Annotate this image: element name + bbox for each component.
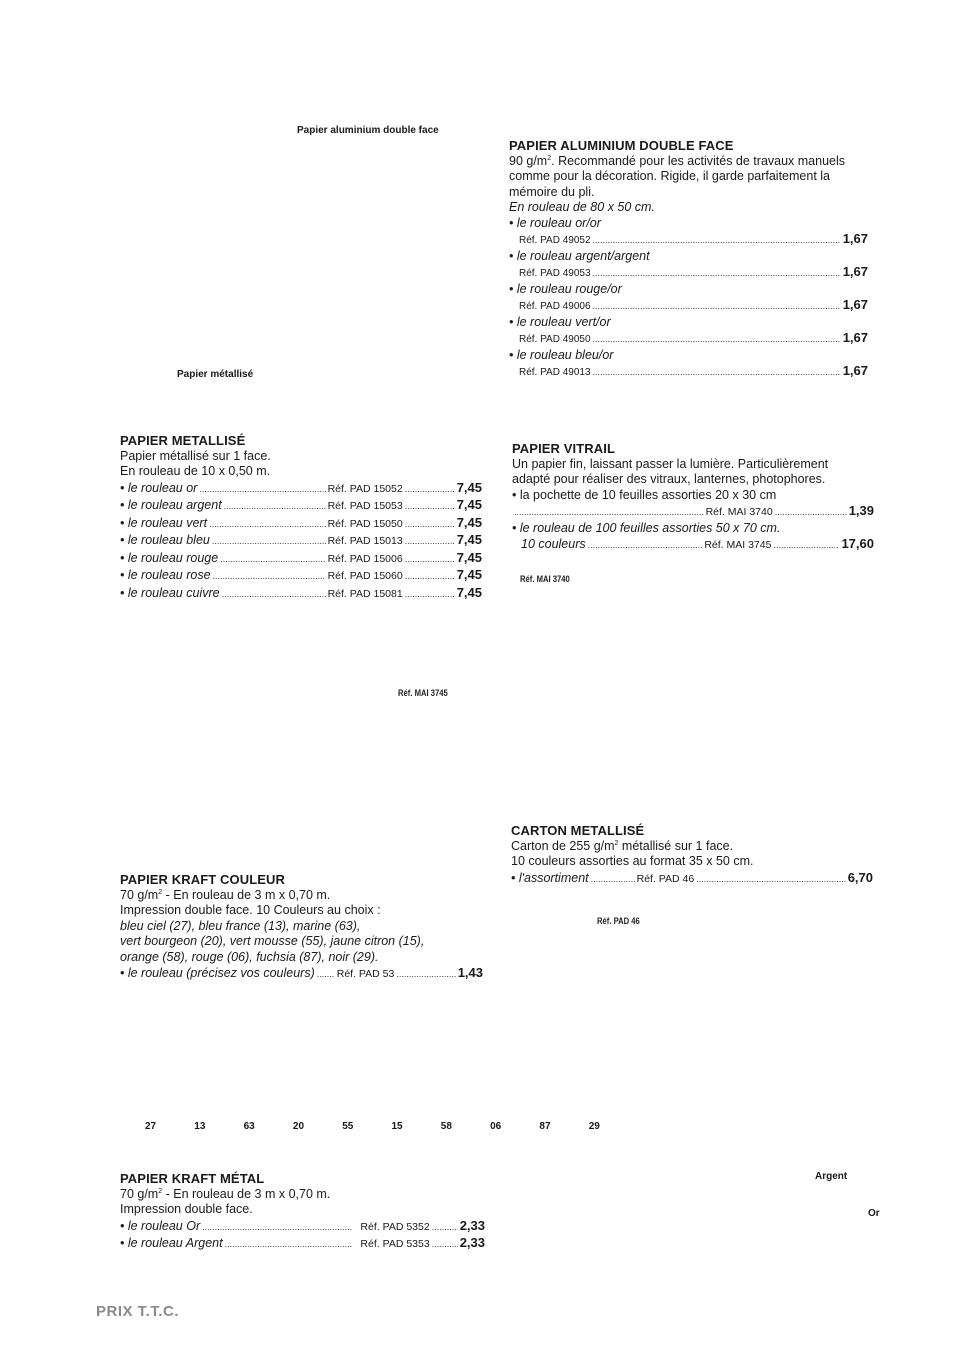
leader-dots <box>588 538 703 554</box>
section-papier-aluminium <box>509 138 871 381</box>
section-title: PAPIER METALLISÉ <box>120 433 246 448</box>
price-row <box>509 264 871 282</box>
leader-dots <box>224 499 326 515</box>
description: En rouleau de 10 x 0,50 m. <box>120 464 271 478</box>
footer-prix-ttc: PRIX T.T.C. <box>96 1303 180 1320</box>
caption-argent: Argent <box>815 1171 848 1182</box>
swatch-number: 55 <box>342 1121 354 1132</box>
price-row <box>509 363 871 381</box>
list-item: • le rouleau bleu/or <box>509 347 614 362</box>
list-item-label: • l'assortiment <box>511 870 589 885</box>
product-price: 7,45 <box>456 514 482 530</box>
list-item-label: • le rouleau or <box>120 480 198 495</box>
section-title: CARTON METALLISÉ <box>511 823 645 838</box>
description: Impression double face. 10 Couleurs au choix : <box>120 903 381 917</box>
leader-dots <box>773 538 839 554</box>
swatch-number: 58 <box>440 1121 452 1132</box>
product-ref: Réf. PAD 49006 <box>519 301 591 312</box>
leader-dots <box>593 365 841 381</box>
leader-dots <box>405 534 455 550</box>
price-row <box>512 503 874 521</box>
price-row <box>120 567 482 585</box>
section-carton-metallise <box>511 823 873 887</box>
product-price: 1,67 <box>842 297 868 312</box>
leader-dots <box>222 587 326 603</box>
color-list: vert bourgeon (20), vert mousse (55), jaune citron (15), <box>120 934 425 948</box>
product-price: 2,33 <box>459 1235 485 1250</box>
list-item-label: • le rouleau (précisez vos couleurs) <box>120 966 315 980</box>
price-row <box>509 330 871 348</box>
product-ref: Réf. PAD 49052 <box>519 235 591 246</box>
price-row <box>120 532 482 550</box>
price-row <box>120 480 482 498</box>
list-item-label: • le rouleau bleu <box>120 533 210 547</box>
leader-dots <box>225 1237 353 1253</box>
leader-dots <box>405 499 455 515</box>
list-item-label: • le rouleau vert <box>120 515 208 530</box>
leader-dots <box>696 872 845 888</box>
caption-ref-pad-46: Réf. PAD 46 <box>597 916 640 926</box>
swatch-number: 29 <box>588 1121 600 1132</box>
swatch-number: 20 <box>292 1121 305 1132</box>
price-row <box>511 870 873 888</box>
price-row <box>120 585 482 603</box>
price-row <box>120 965 483 983</box>
product-price: 7,45 <box>456 549 482 565</box>
product-ref: Réf. PAD 15081 <box>327 587 403 600</box>
section-papier-kraft-metal <box>120 1171 485 1253</box>
leader-dots <box>775 505 847 521</box>
product-price: 1,39 <box>848 503 874 518</box>
description: En rouleau de 80 x 50 cm. <box>509 200 655 214</box>
color-list: bleu ciel (27), bleu france (13), marine (63), <box>120 918 361 933</box>
section-title: PAPIER KRAFT COULEUR <box>120 872 285 887</box>
description: mémoire du pli. <box>509 184 595 199</box>
product-ref: Réf. MAI 3745 <box>704 539 772 551</box>
section-title: PAPIER VITRAIL <box>512 441 616 456</box>
caption-papier-metallise: Papier métallisé <box>177 369 254 380</box>
leader-dots <box>213 569 326 585</box>
swatch-number: 63 <box>243 1121 255 1132</box>
price-row <box>512 536 874 554</box>
price-row <box>120 515 482 533</box>
leader-dots <box>405 587 455 603</box>
swatch-number: 06 <box>490 1121 502 1132</box>
caption-ref-mai-3740: Réf. MAI 3740 <box>520 574 570 584</box>
product-ref: Réf. PAD 5353 <box>360 1238 430 1250</box>
list-item-label: • le rouleau rose <box>120 568 211 582</box>
caption-ref-mai-3745: Réf. MAI 3745 <box>398 688 448 698</box>
product-ref: Réf. PAD 15052 <box>327 482 403 495</box>
leader-dots <box>405 569 455 585</box>
leader-dots <box>317 967 335 983</box>
product-ref: Réf. PAD 15060 <box>327 570 403 582</box>
swatch-number: 27 <box>145 1121 157 1132</box>
leader-dots <box>220 552 325 568</box>
list-item: • le rouleau or/or <box>509 215 601 230</box>
leader-dots <box>405 517 455 533</box>
price-row <box>120 497 482 515</box>
product-ref: Réf. PAD 15050 <box>327 517 403 530</box>
product-ref: Réf. PAD 5352 <box>360 1220 430 1233</box>
price-row <box>509 297 871 315</box>
price-row <box>509 231 871 249</box>
description: adapté pour réaliser des vitraux, lanternes, photophores. <box>512 472 826 486</box>
price-row <box>120 1218 485 1236</box>
list-item: • la pochette de 10 feuilles assorties 20 x 30 cm <box>512 487 777 502</box>
section-papier-vitrail <box>512 441 874 554</box>
price-row <box>120 550 482 568</box>
product-ref: Réf. PAD 15053 <box>327 500 403 512</box>
product-price: 7,45 <box>456 497 482 512</box>
description: 90 $g/m^2$. Recommandé pour les activités de travaux manuels <box>509 153 846 168</box>
list-item: • le rouleau argent/argent <box>509 248 650 263</box>
leader-dots <box>199 482 325 498</box>
price-row <box>120 1235 485 1253</box>
product-price: 7,45 <box>456 479 482 495</box>
product-price: 7,45 <box>456 532 482 547</box>
product-price: 1,67 <box>842 264 868 279</box>
product-ref: Réf. PAD 15006 <box>327 552 403 565</box>
description: Un papier fin, laissant passer la lumière. Particulièrement <box>512 456 829 471</box>
section-title: PAPIER KRAFT MÉTAL <box>120 1171 265 1186</box>
leader-dots <box>593 266 841 282</box>
leader-dots <box>514 505 704 521</box>
product-price: 6,70 <box>847 869 873 885</box>
product-ref: Réf. PAD 49050 <box>519 334 591 345</box>
leader-dots <box>593 233 841 249</box>
product-price: 1,67 <box>842 231 868 246</box>
leader-dots <box>212 534 326 550</box>
list-item-label: • le rouleau Or <box>120 1218 201 1233</box>
list-item: • le rouleau vert/or <box>509 314 611 329</box>
product-ref: Réf. PAD 53 <box>336 968 395 980</box>
leader-dots <box>405 482 455 498</box>
swatch-number: 87 <box>539 1121 551 1132</box>
product-price: 1,43 <box>457 965 483 980</box>
leader-dots <box>396 967 455 983</box>
product-price: 1,67 <box>842 330 868 345</box>
swatch-number: 15 <box>391 1121 403 1132</box>
product-ref: Réf. PAD 46 <box>636 872 695 885</box>
list-item: • le rouleau rouge/or <box>509 281 622 296</box>
list-item: • le rouleau de 100 feuilles assorties 50 x 70 cm. <box>512 520 781 535</box>
description: comme pour la décoration. Rigide, il garde parfaitement la <box>509 169 831 183</box>
swatch-number: 13 <box>194 1121 206 1132</box>
product-price: 7,45 <box>456 584 482 600</box>
list-item-label: • le rouleau rouge <box>120 550 219 565</box>
product-ref: Réf. PAD 49013 <box>519 367 591 378</box>
product-ref: Réf. PAD 49053 <box>519 268 591 279</box>
leader-dots <box>591 872 635 888</box>
caption-or: Or <box>868 1208 880 1219</box>
leader-dots <box>432 1220 458 1236</box>
list-item-label: • le rouleau cuivre <box>120 585 220 600</box>
description: 70 $g/m^2$ - En rouleau de 3 m x 0,70 m. <box>120 887 331 902</box>
description: 70 $g/m^2$ - En rouleau de 3 m x 0,70 m. <box>120 1186 331 1201</box>
description: 10 couleurs assorties au format 35 x 50 cm. <box>511 854 754 868</box>
product-price: 7,45 <box>456 567 482 582</box>
section-papier-kraft-couleur <box>120 872 483 983</box>
description: Papier métallisé sur 1 face. <box>120 448 271 463</box>
leader-dots <box>209 517 326 533</box>
list-item-label: 10 couleurs <box>521 537 586 551</box>
leader-dots <box>593 299 841 315</box>
list-item-label: • le rouleau argent <box>120 498 222 512</box>
leader-dots <box>405 552 455 568</box>
list-item-label: • le rouleau Argent <box>120 1236 223 1250</box>
leader-dots <box>432 1237 458 1253</box>
section-title: PAPIER ALUMINIUM DOUBLE FACE <box>509 138 734 153</box>
caption-papier-aluminium: Papier aluminium double face <box>297 125 439 136</box>
color-list: orange (58), rouge (06), fuchsia (87), noir (29). <box>120 949 379 964</box>
product-price: 2,33 <box>459 1217 485 1233</box>
product-price: 1,67 <box>842 363 868 378</box>
description: Impression double face. <box>120 1202 253 1216</box>
product-ref: Réf. MAI 3740 <box>705 506 773 518</box>
section-papier-metallise <box>120 433 482 602</box>
description: Carton de 255 $g/m^2$ métallisé sur 1 face. <box>511 838 734 853</box>
product-ref: Réf. PAD 15013 <box>327 535 403 547</box>
product-price: 17,60 <box>841 536 874 551</box>
leader-dots <box>593 332 841 348</box>
leader-dots <box>202 1220 352 1236</box>
